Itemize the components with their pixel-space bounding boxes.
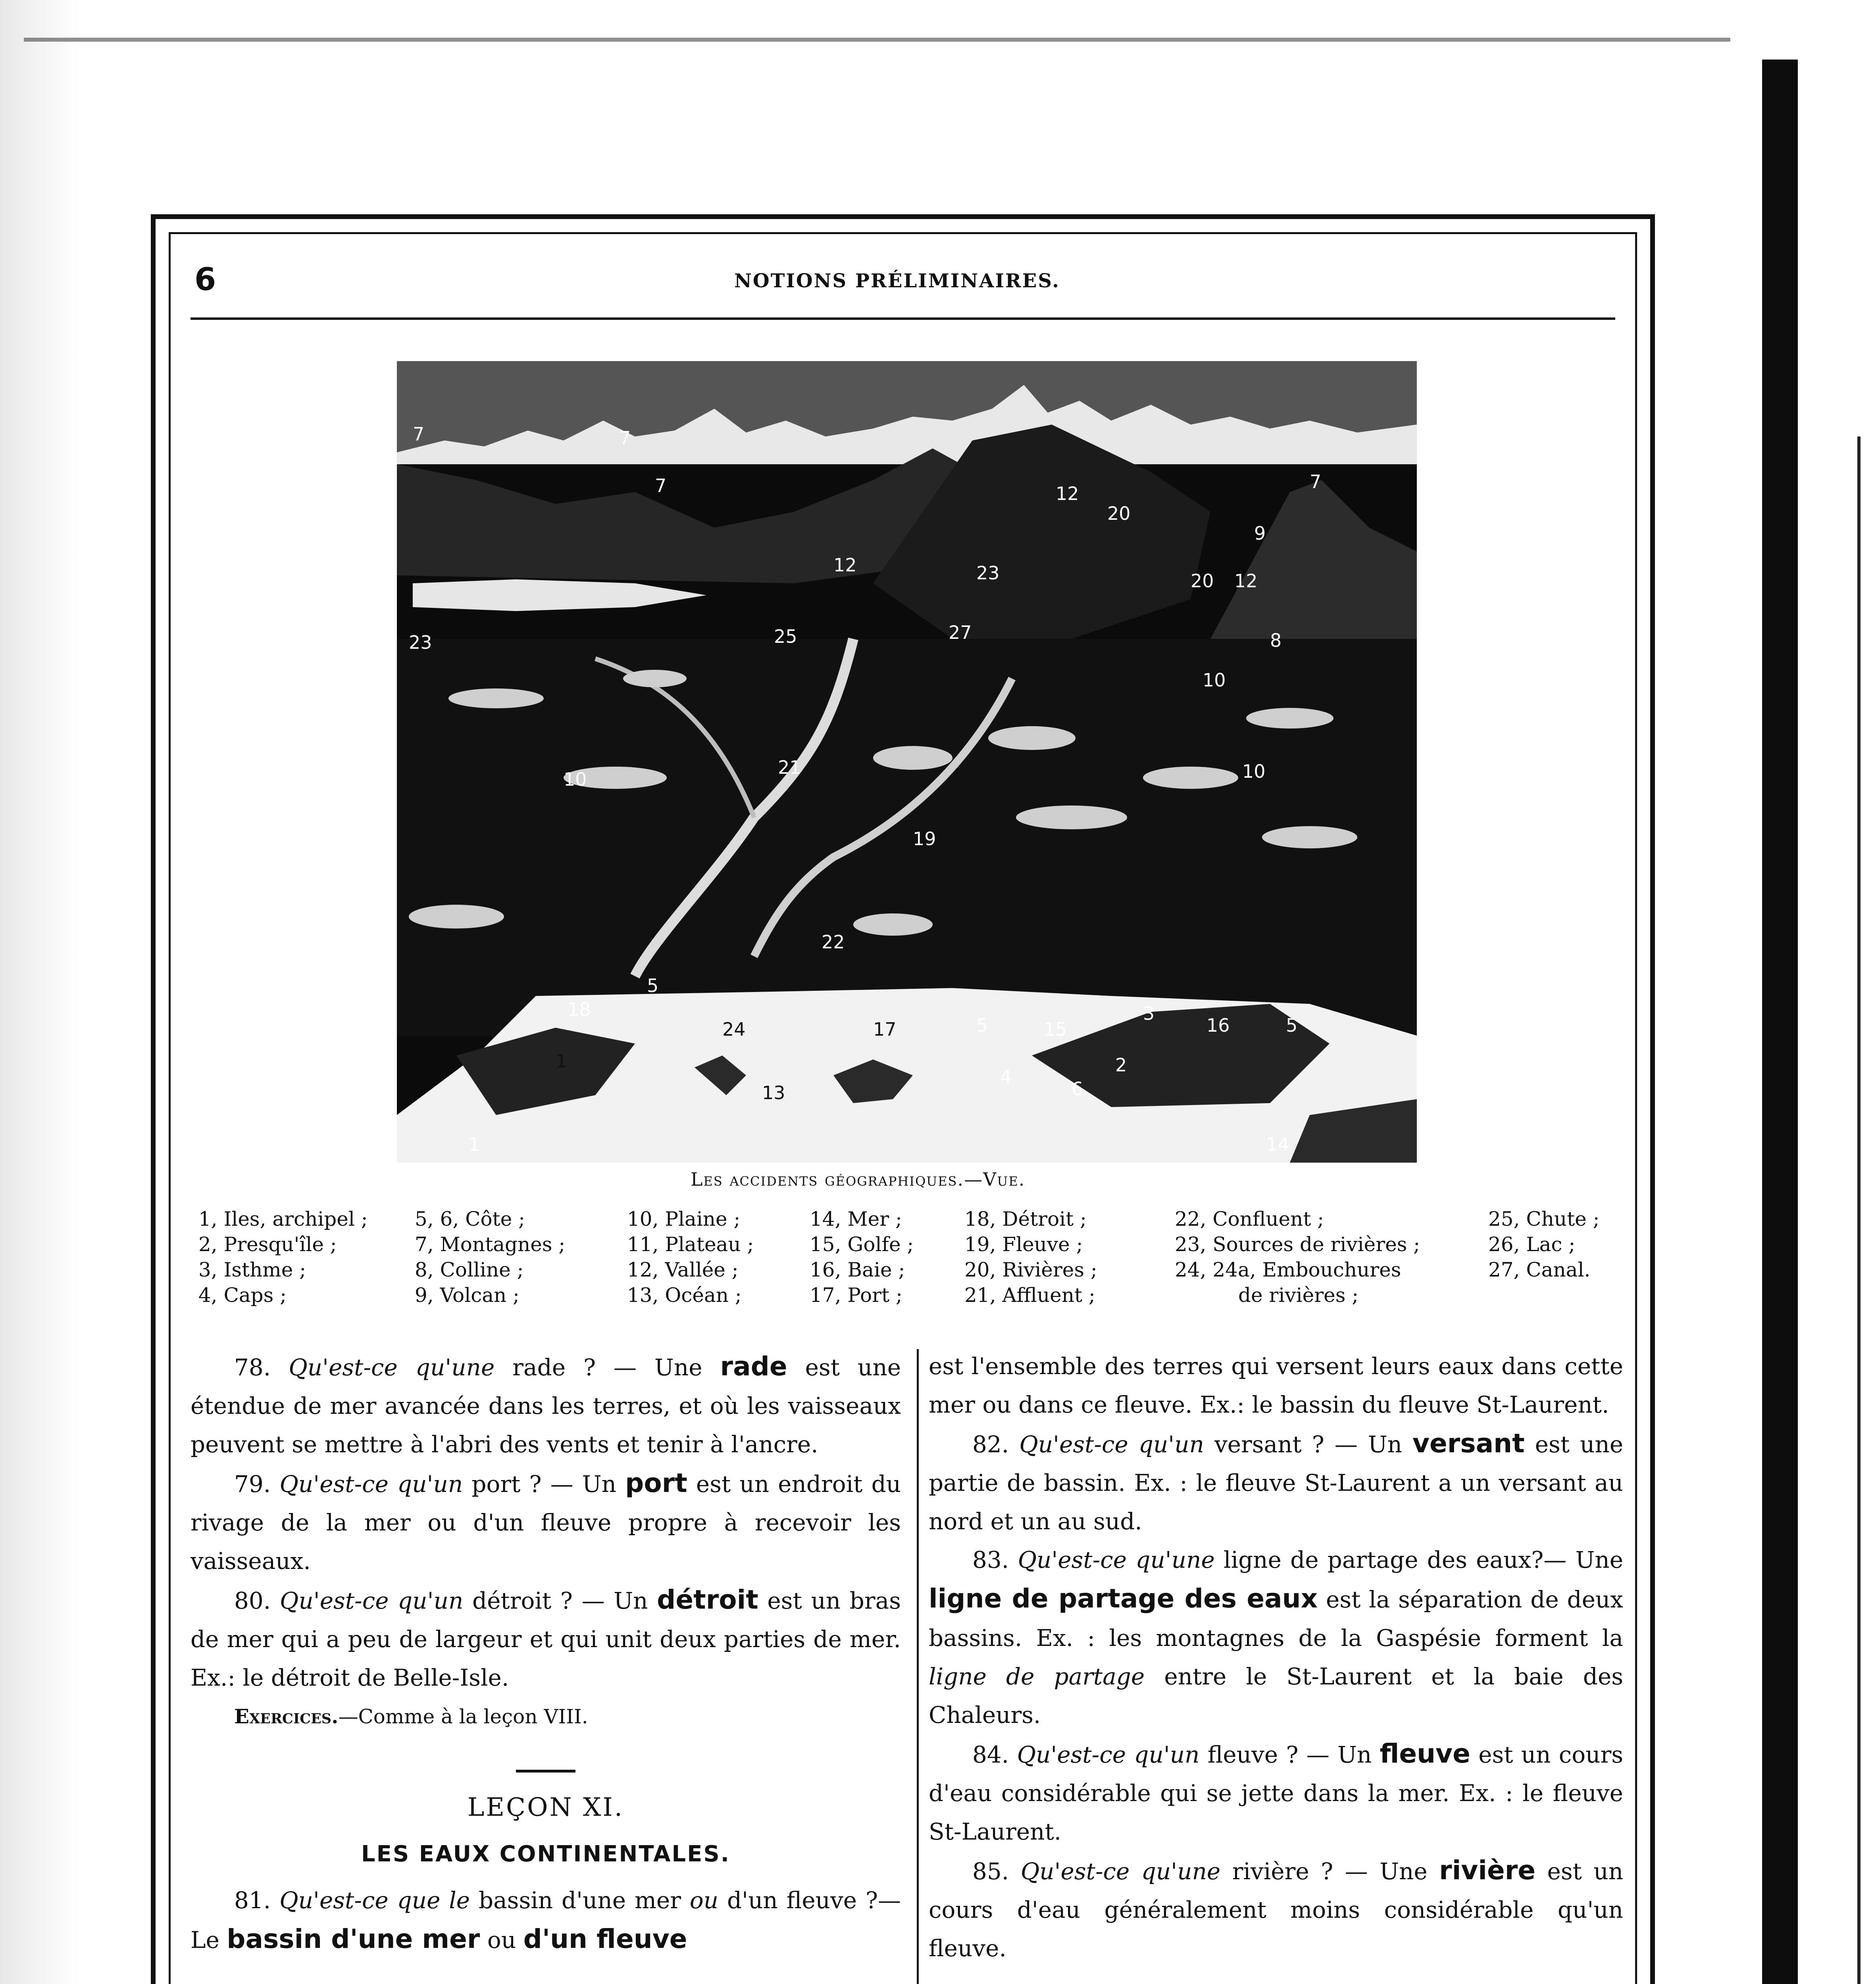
question-78 [190, 1347, 901, 1464]
left-column [190, 1347, 901, 1959]
label-27: 5 [976, 1015, 988, 1036]
label-1: 7 [413, 423, 425, 445]
label-10: 20 [1191, 570, 1214, 592]
question-subject: rivière [1232, 1858, 1309, 1885]
question-number: 79. [234, 1471, 271, 1498]
question-80 [190, 1580, 901, 1697]
answer-text: est un cours d'eau considérable qui se jette dans la mer. Ex. : le fleuve St-Laurent. [929, 1741, 1623, 1845]
answer-italic: ligne de partage [929, 1663, 1145, 1690]
keyword: d'un fleuve [523, 1924, 687, 1954]
legend-entry: 2, Presqu'île ; [198, 1233, 337, 1256]
legend-entry: 7, Montagnes ; [415, 1233, 566, 1256]
legend-column-6 [1175, 1206, 1420, 1308]
label-37: 14 [1266, 1134, 1289, 1155]
label-22: 5 [647, 975, 659, 996]
right-column [929, 1347, 1623, 1968]
label-6: 20 [1107, 503, 1131, 524]
binding-shadow [1762, 60, 1798, 1984]
legend-entry: 15, Golfe ; [810, 1233, 914, 1256]
question-subject: d'un fleuve [727, 1887, 857, 1914]
caption-text: Les accidents géographiques.—Vue. [691, 1169, 1026, 1190]
answer-start: Le [190, 1926, 219, 1953]
legend-column-3 [627, 1206, 754, 1308]
answer-start: Un [614, 1587, 648, 1614]
label-13: 25 [774, 626, 797, 647]
question-text: ou [689, 1887, 719, 1914]
legend-entry: 3, Isthme ; [198, 1258, 306, 1281]
page-number: 6 [194, 262, 216, 298]
label-15: 8 [1270, 630, 1282, 651]
label-30: 16 [1206, 1015, 1230, 1036]
label-4: 7 [1310, 471, 1322, 492]
question-subject: ligne de partage des eaux [1224, 1546, 1532, 1573]
legend-column-2 [415, 1206, 565, 1308]
legend-entry: 8, Colline ; [415, 1258, 524, 1281]
legend-entry: 1, Iles, archipel ; [198, 1207, 368, 1230]
label-14: 27 [949, 622, 972, 643]
label-31: 5 [1286, 1015, 1298, 1036]
legend-entry: 26, Lac ; [1488, 1233, 1576, 1256]
answer-text: est une partie de bassin. Ex. : le fleuve St-Laurent a un versant au nord et un au sud. [929, 1431, 1624, 1535]
question-mark: ? — [1312, 1431, 1358, 1458]
label-21: 22 [822, 931, 845, 953]
question-subject: détroit [472, 1587, 552, 1614]
question-number: 81. [234, 1887, 271, 1914]
label-8: 12 [1234, 570, 1258, 592]
answer-text: est un cours d'eau généralement moins considérable qu'un fleuve. [929, 1858, 1624, 1962]
question-number: 83. [972, 1546, 1009, 1573]
column-divider [917, 1349, 919, 1984]
question-82 [929, 1424, 1623, 1541]
label-33: 4 [1000, 1066, 1012, 1088]
label-19: 21 [778, 757, 801, 778]
question-text: Qu'est-ce qu'un [1017, 1741, 1200, 1768]
question-81-continued: est l'ensemble des terres qui versent leurs eaux dans cette mer ou dans ce fleuve. Ex.: le bassin du fleuve St-Laurent. [929, 1353, 1623, 1418]
question-subject: versant [1214, 1431, 1302, 1458]
question-83 [929, 1541, 1623, 1734]
question-number: 80. [234, 1587, 271, 1614]
answer-text: est un endroit du rivage de la mer ou d'un fleuve propre à recevoir les vaisseaux. [190, 1471, 901, 1575]
legend-entry: de rivières ; [1238, 1284, 1359, 1307]
legend-column-4 [810, 1206, 914, 1308]
exercises-label: Exercices. [234, 1705, 339, 1728]
label-18: 10 [1242, 761, 1266, 782]
answer-start: Un [582, 1471, 617, 1498]
label-28: 15 [1044, 1019, 1067, 1040]
header-rule [190, 317, 1615, 320]
legend-entry: 10, Plaine ; [627, 1207, 741, 1230]
keyword: ligne de partage des eaux [929, 1583, 1318, 1614]
question-subject: rade [512, 1354, 566, 1381]
legend-entry: 20, Rivières ; [964, 1258, 1097, 1281]
legend-column-7 [1488, 1206, 1600, 1282]
legend-entry: 11, Plateau ; [627, 1233, 754, 1256]
legend-entry: 14, Mer ; [810, 1207, 902, 1230]
question-79 [190, 1464, 901, 1580]
label-24: 1 [556, 1050, 568, 1072]
label-26: 17 [873, 1019, 897, 1040]
legend-entry: 23, Sources de rivières ; [1175, 1233, 1420, 1256]
question-subject: port [471, 1471, 521, 1498]
keyword: bassin d'une mer [227, 1924, 480, 1954]
legend-entry: 4, Caps ; [198, 1284, 287, 1307]
question-mark: ?— [865, 1887, 901, 1914]
legend-entry: 9, Volcan ; [415, 1284, 520, 1307]
question-number: 85. [972, 1858, 1009, 1885]
question-text: Qu'est-ce qu'une [1018, 1546, 1215, 1573]
keyword: rade [720, 1351, 787, 1382]
question-mark: ? — [529, 1471, 573, 1498]
answer-start: Une [654, 1354, 702, 1381]
legend-entry: 24, 24a, Embouchures [1175, 1258, 1401, 1281]
legend-entry: 19, Fleuve ; [964, 1233, 1083, 1256]
question-text: Qu'est-ce qu'une [1020, 1858, 1221, 1885]
question-text: Qu'est-ce qu'un [279, 1471, 463, 1498]
question-mark: ? — [1286, 1741, 1330, 1768]
question-text: Qu'est-ce qu'un [279, 1587, 464, 1614]
legend-entry: 18, Détroit ; [964, 1207, 1087, 1230]
illustration-caption [691, 1169, 1025, 1190]
question-84 [929, 1734, 1623, 1851]
question-subject: bassin d'une mer [479, 1887, 681, 1914]
label-32: 2 [1115, 1054, 1127, 1076]
label-11: 12 [833, 554, 857, 576]
geographic-features-engraving [397, 361, 1417, 1163]
label-16: 10 [1203, 669, 1226, 691]
legend-entry: 16, Baie ; [810, 1258, 905, 1281]
legend-column-5 [964, 1206, 1097, 1308]
keyword: versant [1412, 1428, 1525, 1459]
label-23: 18 [568, 999, 591, 1020]
question-text: Qu'est-ce qu'une [289, 1354, 495, 1381]
lesson-divider [516, 1770, 575, 1773]
answer-start: Une [1575, 1546, 1624, 1573]
question-number: 78. [234, 1354, 271, 1381]
question-mark: ? — [1321, 1858, 1368, 1885]
facing-page-border [1857, 436, 1861, 1984]
label-20: 19 [913, 828, 936, 850]
answer-text: entre le St-Laurent et la baie des Chaleurs. [929, 1663, 1624, 1728]
legend-entry: 27, Canal. [1488, 1258, 1591, 1281]
legend-entry: 5, 6, Côte ; [415, 1207, 525, 1230]
legend-column-1 [198, 1206, 368, 1308]
legend-entry: 21, Affluent ; [964, 1284, 1095, 1307]
question-number: 84. [972, 1741, 1009, 1768]
label-17: 10 [564, 769, 587, 790]
keyword: détroit [657, 1584, 758, 1615]
legend [198, 1206, 1627, 1337]
legend-entry: 13, Océan ; [627, 1284, 742, 1307]
question-85 [929, 1851, 1623, 1968]
question-81 [190, 1881, 901, 1959]
legend-entry: 22, Confluent ; [1175, 1207, 1324, 1230]
answer-text: est un bras de mer qui a peu de largeur et qui unit deux parties de mer. Ex.: le détroit de Belle-Isle. [190, 1587, 901, 1691]
question-mark: ? — [583, 1354, 637, 1381]
lesson-subtitle: LES EAUX CONTINENTALES. [361, 1841, 731, 1867]
legend-entry: 12, Vallée ; [627, 1258, 739, 1281]
scan-top-edge [24, 38, 1730, 42]
question-number: 82. [972, 1431, 1009, 1458]
question-subject: fleuve [1207, 1741, 1278, 1768]
label-12: 23 [976, 562, 1000, 584]
answer-start: Une [1380, 1858, 1428, 1885]
question-text: Qu'est-ce que le [279, 1887, 470, 1914]
label-2: 7 [619, 427, 631, 449]
label-7: 9 [1254, 523, 1266, 544]
question-mark: ?— [1531, 1546, 1567, 1573]
answer-start: Un [1337, 1741, 1372, 1768]
answer-text: est une étendue de mer avancée dans les terres, et où les vaisseaux peuvent se mettre à l'abri des vents et tenir à l'ancre. [190, 1354, 901, 1458]
label-36: 1 [468, 1134, 480, 1155]
question-mark: ? — [560, 1587, 605, 1614]
label-3: 7 [655, 475, 667, 496]
label-29: 3 [1143, 1003, 1155, 1024]
exercises-note [190, 1697, 901, 1736]
legend-entry: 25, Chute ; [1488, 1207, 1600, 1230]
exercises-text: —Comme à la leçon VIII. [338, 1705, 588, 1728]
legend-entry: 17, Port ; [810, 1284, 902, 1307]
answer-text: est la séparation de deux bassins. Ex. : les montagnes de la Gaspésie forment la [929, 1586, 1623, 1651]
label-9: 23 [409, 632, 432, 653]
keyword: port [625, 1468, 687, 1498]
keyword: rivière [1439, 1855, 1536, 1886]
keyword: fleuve [1380, 1738, 1470, 1769]
answer-text: ou [487, 1926, 516, 1953]
answer-start: Un [1368, 1431, 1403, 1458]
page-gutter-shadow [0, 0, 79, 1984]
label-5: 12 [1056, 483, 1079, 504]
question-text: Qu'est-ce qu'un [1019, 1431, 1204, 1458]
running-head: NOTIONS PRÉLIMINAIRES. [734, 270, 1060, 292]
lesson-title: LEÇON XI. [467, 1793, 624, 1822]
label-25: 24 [722, 1019, 746, 1040]
label-34: 13 [762, 1082, 785, 1104]
label-35: 6 [1072, 1078, 1083, 1100]
